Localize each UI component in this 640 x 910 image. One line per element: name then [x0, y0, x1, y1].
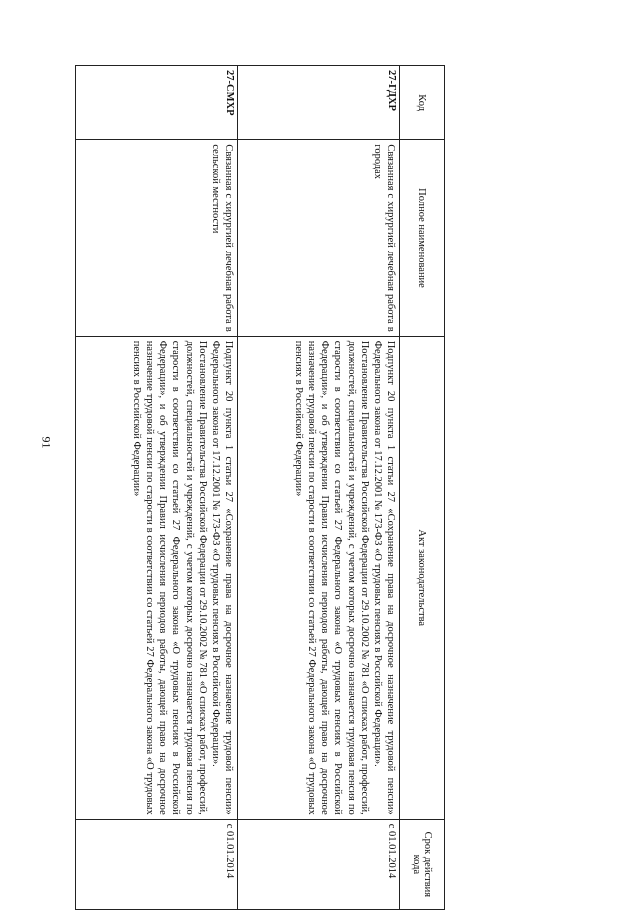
row-date: с 01.01.2014 [76, 819, 238, 909]
header-act: Акт законодательства [400, 336, 445, 819]
act-paragraph: Подпункт 20 пункта 1 статьи 27 «Сохранение права на досрочное назначение трудовой пенсии» Федерального закона от 17.12.2001 № 173-ФЗ «О трудовых пенсиях в Российской Федерации». [371, 340, 396, 815]
header-code: Код [400, 66, 445, 140]
row-date: с 01.01.2014 [238, 819, 400, 909]
table-row [238, 66, 400, 910]
row-code: 27-ГДХР [238, 66, 400, 140]
row-act [76, 336, 238, 819]
row-name: Связанная с хирургией лечебная работа в городах [238, 140, 400, 336]
page-number: 91 [39, 436, 54, 449]
header-name: Полное наименование [400, 140, 445, 336]
header-date: Срок действия кода [400, 819, 445, 909]
row-act [238, 336, 400, 819]
codes-table [75, 65, 445, 910]
row-code: 27-СМХР [76, 66, 238, 140]
table-row [76, 66, 238, 910]
rotated-table-container [75, 65, 445, 910]
act-paragraph: Постановление Правительства Российской Федерации от 29.10.2002 № 781 «О списках работ, профессий, должностей, специальностей и учреждений, с учетом которых досрочно назначается трудовая пенсия по старости в соответствии со статьей 27 Федерального закона «О трудовых пенсиях в Российской Федерации», и об утверждении Правил исчисления периодов работы, дающей право на досрочное назначение трудовой пенсии по старости в соответствии со статьей 27 Федерального закона «О трудовых пенсиях в Российской Федерации» [293, 340, 370, 815]
table-header-row [400, 66, 445, 910]
row-name: Связанная с хирургией лечебная работа в сельской местности [76, 140, 238, 336]
act-paragraph: Постановление Правительства Российской Федерации от 29.10.2002 № 781 «О списках работ, профессий, должностей, специальностей и учреждений, с учетом которых досрочно назначается трудовая пенсия по старости в соответствии со статьей 27 Федерального закона «О трудовых пенсиях в Российской Федерации», и об утверждении Правил исчисления периодов работы, дающей право на досрочное назначение трудовой пенсии по старости в соответствии со статьей 27 Федерального закона «О трудовых пенсиях в Российской Федерации» [131, 340, 208, 815]
act-paragraph: Подпункт 20 пункта 1 статьи 27 «Сохранение права на досрочное назначение трудовой пенсии» Федерального закона от 17.12.2001 № 173-ФЗ «О трудовых пенсиях в Российской Федерации». [209, 340, 234, 815]
